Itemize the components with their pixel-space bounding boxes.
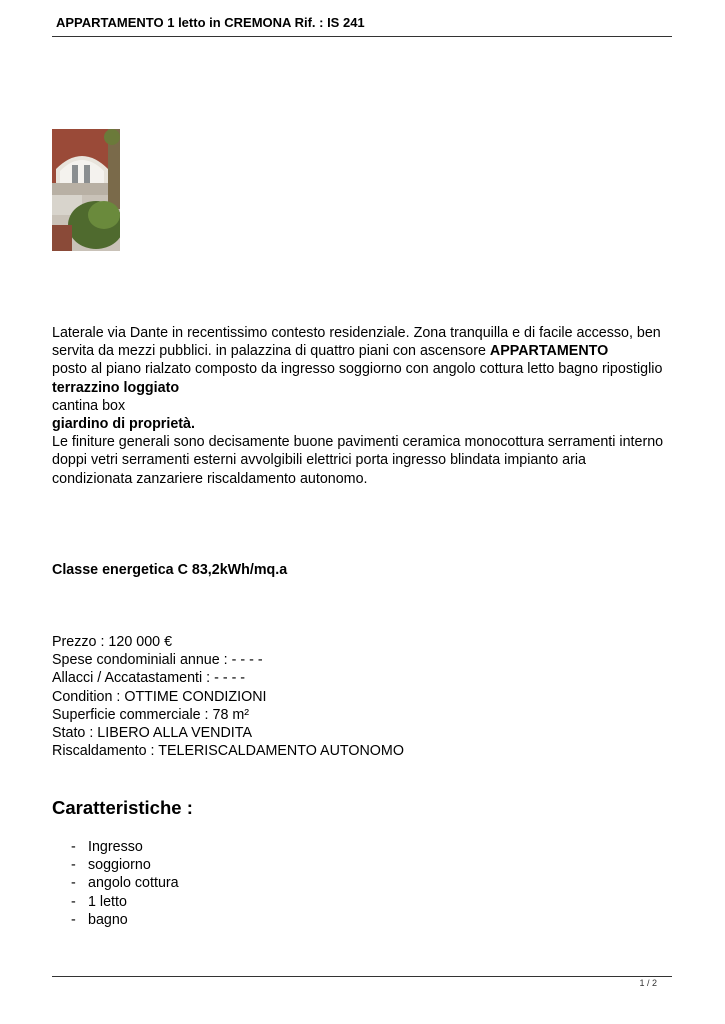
page-title: APPARTAMENTO 1 letto in CREMONA Rif. : IS 241 — [56, 15, 365, 30]
list-item: - bagno — [71, 911, 128, 928]
description-bold-line — [52, 415, 664, 433]
fact-status: Stato : LIBERO ALLA VENDITA — [52, 725, 252, 742]
fact-surface: Superficie commerciale : 78 m² — [52, 706, 250, 723]
list-item: - angolo cottura — [71, 875, 179, 892]
fact-condo-fees: Spese condominiali annue : - - - - — [52, 652, 263, 669]
page-number: 1 / 2 — [639, 978, 657, 988]
features-list — [71, 838, 179, 929]
feature-label: bagno — [88, 911, 128, 928]
fact-condition: Condition : OTTIME CONDIZIONI — [52, 688, 267, 705]
list-item: - soggiorno — [71, 857, 151, 874]
garden-label: giardino di proprietà. — [52, 416, 195, 433]
feature-label: soggiorno — [88, 857, 151, 874]
fact-heating: Riscaldamento : TELERISCALDAMENTO AUTONOMO — [52, 743, 404, 760]
fact-price: Prezzo : 120 000 € — [52, 634, 173, 650]
description-paragraph: Le finiture generali sono decisamente buone pavimenti ceramica monocottura serramenti interno doppi vetri serramenti esterni avvolgibili elettrici porta ingresso blindata impianto aria condizionata zanzariere riscaldamento autonomo. — [52, 434, 664, 487]
description-paragraph — [52, 324, 664, 360]
feature-label: 1 letto — [88, 893, 127, 910]
feature-label: angolo cottura — [88, 875, 179, 892]
description — [52, 324, 664, 488]
terrace-label: terrazzino loggiato — [52, 379, 180, 396]
building-photo-icon — [52, 129, 120, 251]
page-header — [52, 14, 672, 37]
description-paragraph: posto al piano rialzato composto da ingresso soggiorno con angolo cottura letto bagno ripostiglio — [52, 361, 663, 378]
fact-connections: Allacci / Accatastamenti : - - - - — [52, 670, 246, 687]
description-paragraph: cantina box — [52, 397, 126, 414]
description-bold: APPARTAMENTO — [489, 343, 609, 360]
energy-class: Classe energetica C 83,2kWh/mq.a — [52, 562, 288, 578]
list-item: - 1 letto — [71, 893, 127, 910]
facts-list — [52, 633, 404, 760]
footer-divider — [52, 976, 672, 977]
list-item: - Ingresso — [71, 839, 143, 855]
features-title: Caratteristiche : — [52, 797, 193, 818]
description-text: Laterale via Dante in recentissimo contesto residenziale. Zona tranquilla e di facile accesso, ben servita da mezzi pubblici. in palazzina di quattro piani con ascensore — [52, 325, 661, 360]
feature-label: Ingresso — [88, 839, 143, 855]
property-photo — [52, 129, 120, 251]
description-bold-line — [52, 379, 664, 397]
